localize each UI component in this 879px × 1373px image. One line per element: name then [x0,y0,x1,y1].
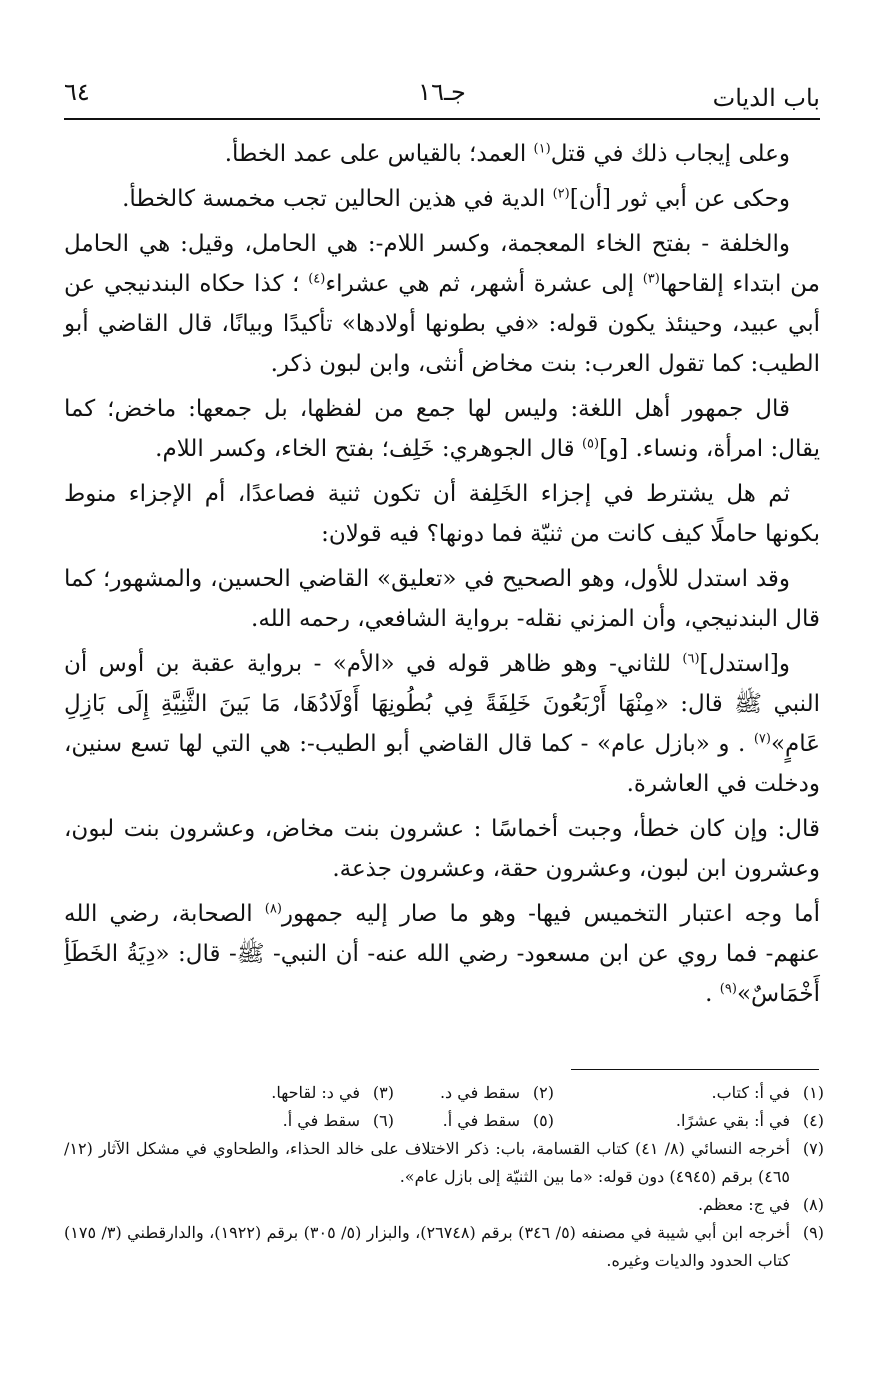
paragraph-text: أما وجه اعتبار التخميس فيها- وهو ما صار إليه جمهور [281,901,821,927]
body-paragraph [64,224,820,384]
paragraph-text: . و «بازل عام» - كما قال القاضي أبو الطيب-: هي التي لها تسع سنين، ودخلت في العاشرة. [64,731,820,797]
header-divider [64,118,820,120]
footnote-item [394,1107,554,1135]
footnote-item [64,1191,824,1219]
footnote-text: أخرجه النسائي (٨/ ٤١) كتاب القسامة، باب: ذكر الاختلاف على خالد الحذاء، والطحاوي في مشكل الآثار (١٢/ ٤٦٥) برقم (٤٩٤٥) دون قوله: «ما بين الثنيّة إلى بازل عام». [64,1139,791,1186]
paragraph-text: وحكى عن أبي ثور [أن] [569,186,790,212]
footnote-row [64,1079,824,1107]
paragraph-text: العمد؛ بالقياس على عمد الخطأ. [224,141,534,167]
footnote-item [144,1079,394,1107]
footnote-number: (٧) [802,1139,824,1158]
body-paragraph [64,559,820,639]
footnote-text: في د: لقاحها. [271,1083,360,1102]
paragraph-text: . [705,981,720,1007]
paragraph-text: والخلفة - بفتح الخاء المعجمة، وكسر اللام-: هي الحامل، وقيل: هي الحامل من ابتداء إلقاحها [64,231,820,297]
footnote-reference: (٨) [264,901,282,917]
footnote-number: (٤) [802,1111,824,1130]
page-number: ٦٤ [64,78,90,106]
footnote-reference: (٥) [581,436,600,452]
main-text [64,134,820,1019]
body-paragraph [64,389,820,469]
footnote-item [554,1107,824,1135]
paragraph-text: الصحابة، رضي الله عنهم- فما روي عن ابن مسعود- رضي الله عنه- أن النبي- ﷺ- قال: «دِيَةُ الخَطَأِ أَخْمَاسٌ» [64,901,820,1007]
body-paragraph [64,644,820,804]
paragraph-text: ؛ كذا حكاه البندنيجي عن أبي عبيد، وحينئذ يكون قوله: «في بطونها أولادها» تأكيدًا وبيانًا، قال القاضي أبو الطيب: كما تقول العرب: بنت مخاض أنثى، وابن لبون ذكر. [64,271,820,377]
paragraph-text: ثم هل يشترط في إجزاء الخَلِفة أن تكون ثنية فصاعدًا، أم الإجزاء منوط بكونها حاملًا كيف كانت من ثنيّة فما دونها؟ فيه قولان: [64,481,820,547]
footnote-number: (٢) [532,1083,554,1102]
body-paragraph [64,179,820,219]
body-paragraph [64,134,820,174]
body-paragraph [64,894,820,1014]
paragraph-text: قال جمهور أهل اللغة: وليس لها جمع من لفظها، بل جمعها: ماخض؛ كما يقال: امرأة، ونساء. [و] [64,396,820,462]
footnote-number: (٦) [372,1111,394,1130]
footnote-reference: (٢) [552,186,570,202]
footnote-row [64,1107,824,1135]
footnote-number: (١) [802,1083,824,1102]
footnote-number: (٨) [802,1195,824,1214]
footnote-text: في أ: بقي عشرًا. [675,1111,790,1130]
footnote-number: (٥) [532,1111,554,1130]
footnote-text: في ج: معظم. [697,1195,790,1214]
footnote-reference: (٤) [308,271,326,287]
running-header [64,76,820,116]
footnote-item [394,1079,554,1107]
paragraph-text: وعلى إيجاب ذلك في قتل [550,141,790,167]
chapter-title: باب الديات [712,84,820,112]
footnote-divider [571,1069,819,1070]
body-paragraph [64,809,820,889]
paragraph-text: وقد استدل للأول، وهو الصحيح في «تعليق» القاضي الحسين، والمشهور؛ كما قال البندنيجي، وأن المزني نقله- برواية الشافعي، رحمه الله. [64,566,820,632]
paragraph-text: و[استدل] [699,651,790,677]
footnote-number: (٩) [802,1223,824,1242]
paragraph-text: للثاني- وهو ظاهر قوله في «الأم» - برواية عقبة بن أوس أن النبي ﷺ قال: «مِنْهَا أَرْبَعُونَ خَلِفَةً فِي بُطُونِهَا أَوْلَادُهَا، مَا بَينَ الثَّنِيَّةِ إِلَى بَازِلِ عَامٍ» [64,651,820,757]
footnote-reference: (٩) [719,981,737,997]
footnote-item [64,1219,824,1275]
footnote-reference: (١) [533,141,551,157]
paragraph-text: الدية في هذين الحالين تجب مخمسة كالخطأ. [122,186,553,212]
body-paragraph [64,474,820,554]
footnote-reference: (٧) [753,731,771,747]
footnote-item [64,1135,824,1191]
footnote-text: سقط في أ. [282,1111,360,1130]
footnote-number: (٣) [372,1083,394,1102]
paragraph-text: قال: وإن كان خطأ، وجبت أخماسًا : عشرون بنت مخاض، وعشرون بنت لبون، وعشرون ابن لبون، وعشرون حقة، وعشرون جذعة. [64,816,820,882]
footnote-item [144,1107,394,1135]
volume-number: جـ١٦ [418,78,466,106]
footnote-item [554,1079,824,1107]
footnote-text: في أ: كتاب. [711,1083,790,1102]
footnote-text: سقط في د. [439,1083,520,1102]
footnote-text: سقط في أ. [442,1111,520,1130]
footnote-reference: (٦) [682,651,700,667]
paragraph-text: قال الجوهري: خَلِف؛ بفتح الخاء، وكسر اللام. [155,436,582,462]
footnotes [64,1079,824,1275]
paragraph-text: إلى عشرة أشهر، ثم هي عشراء [325,271,643,297]
footnote-reference: (٣) [642,271,660,287]
footnote-text: أخرجه ابن أبي شيبة في مصنفه (٥/ ٣٤٦) برقم (٢٦٧٤٨)، والبزار (٥/ ٣٠٥) برقم (١٩٢٢)، والدارقطني (٣/ ١٧٥) كتاب الحدود والديات وغيره. [64,1223,791,1270]
